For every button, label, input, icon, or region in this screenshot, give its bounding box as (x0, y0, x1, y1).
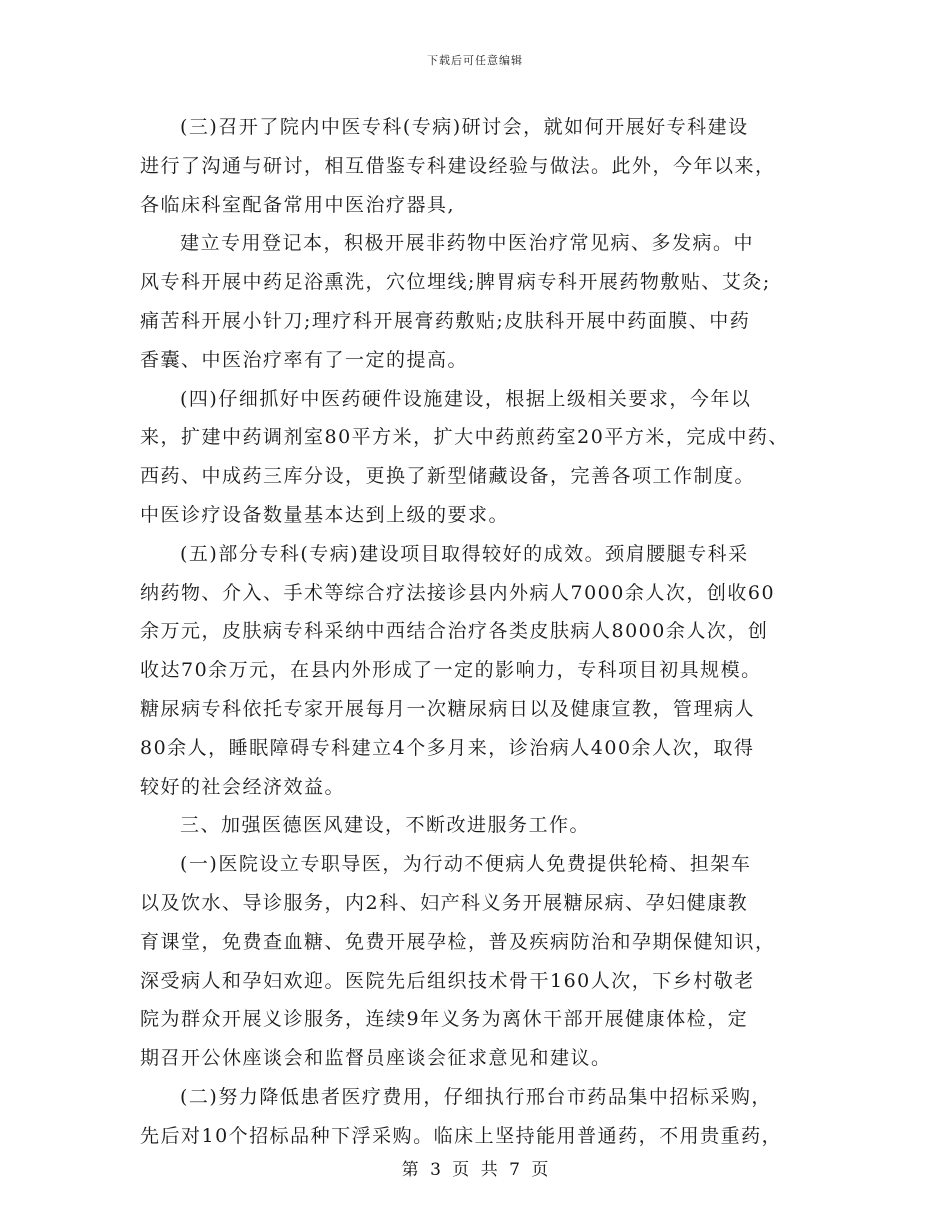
paragraph-line: (四)仔细抓好中医药硬件设施建设，根据上级相关要求，今年以 (180, 387, 752, 410)
paragraph-line: 进行了沟通与研讨，相互借鉴专科建设经验与做法。此外，今年以来， (140, 154, 776, 177)
page-footer: 第 3 页 共 7 页 (401, 1160, 549, 1180)
paragraph-line: 以及饮水、导诊服务，内2科、妇产科义务开展糖尿病、孕妇健康教 (140, 891, 749, 914)
paragraph-line: 先后对10个招标品种下浮采购。临床上坚持能用普通药，不用贵重药， (140, 1124, 783, 1147)
paragraph-line: 深受病人和孕妇欢迎。医院先后组织技术骨干160人次，下乡村敬老 (140, 969, 755, 992)
paragraph-line: 建立专用登记本，积极开展非药物中医治疗常见病、多发病。中 (180, 232, 755, 255)
page-header: 下载后可任意编辑 (427, 54, 523, 67)
paragraph-line: 西药、中成药三库分设，更换了新型储藏设备，完善各项工作制度。 (140, 465, 756, 488)
paragraph-line: (三)召开了院内中医专科(专病)研讨会，就如何开展好专科建设 (180, 116, 749, 138)
paragraph-line: 来，扩建中药调剂室80平方米，扩大中药煎药室20平方米，完成中药、 (140, 426, 789, 449)
paragraph-line: 三、加强医德医风建设，不断改进服务工作。 (180, 814, 591, 837)
document-body (140, 108, 830, 1156)
paragraph-line: 育课堂，免费查血糖、免费开展孕检，普及疾病防治和孕期保健知识， (140, 930, 776, 953)
paragraph-line: 院为群众开展义诊服务，连续9年义务为离休干部开展健康体检，定 (140, 1008, 749, 1031)
paragraph-line: 纳药物、介入、手术等综合疗法接诊县内外病人7000余人次，创收60 (140, 581, 776, 604)
paragraph-line: (一)医院设立专职导医，为行动不便病人免费提供轮椅、担架车 (180, 853, 752, 876)
paragraph-line: 各临床科室配备常用中医治疗器具, (140, 193, 456, 216)
paragraph-line: 收达70余万元，在县内外形成了一定的影响力，专科项目初具规模。 (140, 659, 762, 682)
paragraph-line: 糖尿病专科依托专家开展每月一次糖尿病日以及健康宣教，管理病人 (140, 697, 756, 720)
paragraph-line: (二)努力降低患者医疗费用，仔细执行邢台市药品集中招标采购， (180, 1085, 772, 1108)
paragraph-line: 香囊、中医治疗率有了一定的提高。 (140, 348, 469, 371)
paragraph-line: 较好的社会经济效益。 (140, 775, 346, 798)
paragraph-line: 风专科开展中药足浴熏洗，穴位埋线;脾胃病专科开展药物敷贴、艾灸; (140, 271, 771, 294)
paragraph-line: 期召开公休座谈会和监督员座谈会征求意见和建议。 (140, 1047, 612, 1070)
paragraph-line: 余万元，皮肤病专科采纳中西结合治疗各类皮肤病人8000余人次，创 (140, 620, 769, 643)
paragraph-line: 80余人，睡眠障碍专科建立4个多月来，诊治病人400余人次，取得 (140, 736, 755, 759)
paragraph-line: 中医诊疗设备数量基本达到上级的要求。 (140, 503, 510, 526)
paragraph-line: 痛苦科开展小针刀;理疗科开展膏药敷贴;皮肤科开展中药面膜、中药 (140, 309, 751, 332)
paragraph-line: (五)部分专科(专病)建设项目取得较好的成效。颈肩腰腿专科采 (180, 542, 749, 565)
